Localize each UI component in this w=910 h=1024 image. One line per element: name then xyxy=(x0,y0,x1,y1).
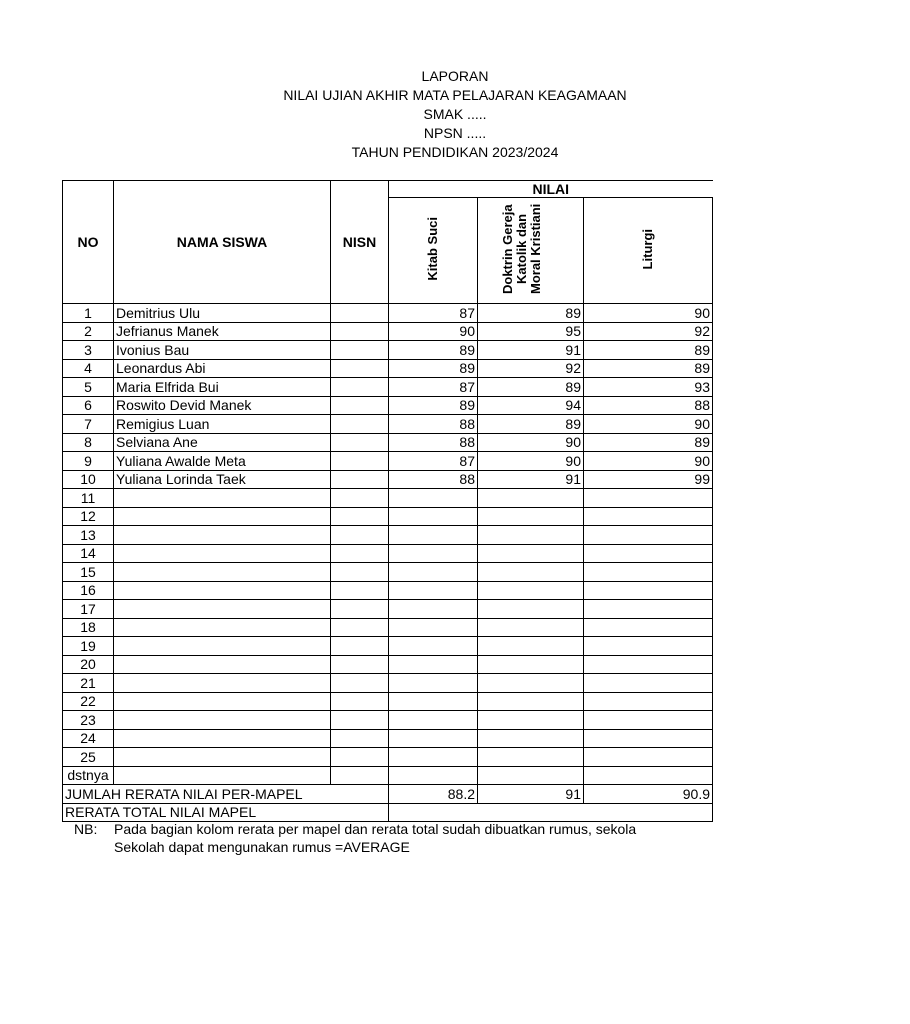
score-cell xyxy=(478,766,584,785)
student-name xyxy=(114,655,331,674)
score-cell xyxy=(478,655,584,674)
student-nisn xyxy=(331,766,389,785)
score-cell: 88 xyxy=(389,415,478,434)
table-row xyxy=(63,544,713,563)
student-nisn xyxy=(331,470,389,489)
student-nisn xyxy=(331,304,389,323)
student-name: Yuliana Lorinda Taek xyxy=(114,470,331,489)
score-cell: 92 xyxy=(584,322,713,341)
student-name xyxy=(114,618,331,637)
score-cell xyxy=(478,581,584,600)
average-value: 88.2 xyxy=(389,785,478,804)
score-cell: 90 xyxy=(478,452,584,471)
row-number: 16 xyxy=(63,581,114,600)
score-cell xyxy=(389,637,478,656)
subject-header-3 xyxy=(584,198,713,304)
score-cell xyxy=(478,674,584,693)
col-header-no xyxy=(63,181,114,304)
score-cell xyxy=(478,507,584,526)
col-header-nilai xyxy=(389,181,713,198)
student-name xyxy=(114,674,331,693)
score-cell xyxy=(584,766,713,785)
score-cell xyxy=(584,748,713,767)
row-number: 11 xyxy=(63,489,114,508)
report-heading: LAPORAN xyxy=(421,68,489,84)
student-nisn xyxy=(331,655,389,674)
table-row xyxy=(63,563,713,582)
subject-name: Liturgi xyxy=(640,228,655,270)
score-cell xyxy=(478,600,584,619)
student-name: Yuliana Awalde Meta xyxy=(114,452,331,471)
row-number: 7 xyxy=(63,415,114,434)
score-cell: 90 xyxy=(584,304,713,323)
score-cell: 99 xyxy=(584,470,713,489)
student-nisn xyxy=(331,507,389,526)
student-name: Remigius Luan xyxy=(114,415,331,434)
student-nisn xyxy=(331,600,389,619)
score-cell: 89 xyxy=(389,359,478,378)
row-number: 3 xyxy=(63,341,114,360)
score-cell: 87 xyxy=(389,452,478,471)
row-number: 22 xyxy=(63,692,114,711)
score-cell: 89 xyxy=(584,341,713,360)
score-cell: 89 xyxy=(389,396,478,415)
col-header-name-text: NAMA SISWA xyxy=(176,234,268,250)
score-cell xyxy=(389,729,478,748)
row-number: 24 xyxy=(63,729,114,748)
score-cell: 89 xyxy=(389,341,478,360)
row-number: 12 xyxy=(63,507,114,526)
grades-table-body xyxy=(63,181,713,822)
row-number: 6 xyxy=(63,396,114,415)
score-cell xyxy=(584,507,713,526)
student-name: Selviana Ane xyxy=(114,433,331,452)
student-nisn xyxy=(331,637,389,656)
student-nisn xyxy=(331,563,389,582)
subject-name: Kitab Suci xyxy=(425,217,440,281)
row-number: 8 xyxy=(63,433,114,452)
table-row xyxy=(63,452,713,471)
table-row xyxy=(63,359,713,378)
row-number: 18 xyxy=(63,618,114,637)
col-header-name xyxy=(114,181,331,304)
score-cell xyxy=(389,711,478,730)
student-nisn xyxy=(331,378,389,397)
table-row xyxy=(63,729,713,748)
score-cell xyxy=(389,489,478,508)
score-cell xyxy=(478,729,584,748)
table-row xyxy=(63,600,713,619)
student-nisn xyxy=(331,396,389,415)
score-cell: 90 xyxy=(584,415,713,434)
score-cell xyxy=(478,563,584,582)
score-cell xyxy=(389,563,478,582)
row-number: 1 xyxy=(63,304,114,323)
score-cell xyxy=(389,618,478,637)
student-name xyxy=(114,748,331,767)
student-name: Demitrius Ulu xyxy=(114,304,331,323)
table-row xyxy=(63,322,713,341)
score-cell: 95 xyxy=(478,322,584,341)
score-cell xyxy=(584,489,713,508)
table-row xyxy=(63,470,713,489)
student-nisn xyxy=(331,729,389,748)
student-name xyxy=(114,544,331,563)
student-nisn xyxy=(331,322,389,341)
score-cell xyxy=(584,563,713,582)
student-name xyxy=(114,526,331,545)
table-row xyxy=(63,618,713,637)
score-cell xyxy=(478,637,584,656)
student-name: Leonardus Abi xyxy=(114,359,331,378)
score-cell: 90 xyxy=(389,322,478,341)
average-value: 90.9 xyxy=(584,785,713,804)
row-number: 9 xyxy=(63,452,114,471)
score-cell xyxy=(584,526,713,545)
table-row xyxy=(63,637,713,656)
score-cell xyxy=(478,544,584,563)
student-name: Maria Elfrida Bui xyxy=(114,378,331,397)
score-cell xyxy=(478,711,584,730)
note-label: NB: xyxy=(74,821,98,837)
student-name: Jefrianus Manek xyxy=(114,322,331,341)
grades-table xyxy=(62,180,713,822)
score-cell xyxy=(584,600,713,619)
table-row xyxy=(63,655,713,674)
table-row xyxy=(63,711,713,730)
student-nisn xyxy=(331,433,389,452)
note-line-1: Pada bagian kolom rerata per mapel dan rerata total sudah dibuatkan rumus, sekola xyxy=(114,821,637,837)
table-row xyxy=(63,748,713,767)
row-number: 5 xyxy=(63,378,114,397)
score-cell xyxy=(478,692,584,711)
score-cell xyxy=(584,711,713,730)
student-nisn xyxy=(331,674,389,693)
row-number: 21 xyxy=(63,674,114,693)
row-number: 4 xyxy=(63,359,114,378)
table-row xyxy=(63,692,713,711)
score-cell: 90 xyxy=(478,433,584,452)
score-cell xyxy=(584,655,713,674)
score-cell xyxy=(389,674,478,693)
score-cell: 89 xyxy=(584,433,713,452)
score-cell xyxy=(584,729,713,748)
score-cell: 93 xyxy=(584,378,713,397)
score-cell: 91 xyxy=(478,341,584,360)
note-line-2: Sekolah dapat mengunakan rumus =AVERAGE xyxy=(114,839,410,855)
average-value: 91 xyxy=(478,785,584,804)
report-subtitle: NILAI UJIAN AKHIR MATA PELAJARAN KEAGAMAAN xyxy=(283,87,627,103)
student-name xyxy=(114,711,331,730)
score-cell: 88 xyxy=(389,470,478,489)
score-cell xyxy=(584,674,713,693)
col-header-no-text: NO xyxy=(77,234,99,250)
score-cell: 90 xyxy=(584,452,713,471)
table-row xyxy=(63,396,713,415)
row-number: 14 xyxy=(63,544,114,563)
score-cell xyxy=(389,507,478,526)
row-number: dstnya xyxy=(63,766,114,785)
score-cell xyxy=(584,618,713,637)
score-cell: 89 xyxy=(584,359,713,378)
table-row xyxy=(63,341,713,360)
student-name xyxy=(114,766,331,785)
row-number: 17 xyxy=(63,600,114,619)
table-row xyxy=(63,507,713,526)
total-row xyxy=(63,803,713,822)
score-cell: 92 xyxy=(478,359,584,378)
score-cell xyxy=(478,489,584,508)
student-nisn xyxy=(331,581,389,600)
score-cell: 89 xyxy=(478,415,584,434)
score-cell xyxy=(389,526,478,545)
total-label: RERATA TOTAL NILAI MAPEL xyxy=(63,803,389,822)
student-nisn xyxy=(331,526,389,545)
table-row xyxy=(63,489,713,508)
header-row xyxy=(63,181,713,198)
score-cell: 87 xyxy=(389,304,478,323)
table-row xyxy=(63,433,713,452)
report-npsn: NPSN ..... xyxy=(423,125,487,141)
student-name xyxy=(114,637,331,656)
subject-name: Doktrin Gereja Katolik dan Moral Kristiani xyxy=(499,203,543,295)
student-nisn xyxy=(331,341,389,360)
score-cell xyxy=(389,544,478,563)
student-nisn xyxy=(331,544,389,563)
score-cell: 89 xyxy=(478,378,584,397)
score-cell xyxy=(389,766,478,785)
row-number: 19 xyxy=(63,637,114,656)
score-cell xyxy=(478,526,584,545)
table-row xyxy=(63,674,713,693)
score-cell xyxy=(389,655,478,674)
student-name: Roswito Devid Manek xyxy=(114,396,331,415)
row-number: 13 xyxy=(63,526,114,545)
score-cell xyxy=(389,600,478,619)
table-row xyxy=(63,378,713,397)
student-name xyxy=(114,692,331,711)
average-row xyxy=(63,785,713,804)
table-row xyxy=(63,581,713,600)
student-nisn xyxy=(331,748,389,767)
grades-table-area xyxy=(62,180,768,821)
total-value xyxy=(389,803,713,822)
student-nisn xyxy=(331,452,389,471)
score-cell xyxy=(584,692,713,711)
score-cell: 88 xyxy=(584,396,713,415)
student-nisn xyxy=(331,489,389,508)
student-name xyxy=(114,563,331,582)
subject-header-2 xyxy=(478,198,584,304)
student-nisn xyxy=(331,692,389,711)
score-cell: 91 xyxy=(478,470,584,489)
row-number: 20 xyxy=(63,655,114,674)
row-number: 10 xyxy=(63,470,114,489)
score-cell: 87 xyxy=(389,378,478,397)
row-number: 2 xyxy=(63,322,114,341)
col-header-nisn xyxy=(331,181,389,304)
student-name xyxy=(114,581,331,600)
table-row xyxy=(63,526,713,545)
score-cell: 88 xyxy=(389,433,478,452)
report-school: SMAK ..... xyxy=(423,106,487,122)
table-row xyxy=(63,415,713,434)
row-number: 25 xyxy=(63,748,114,767)
row-number: 15 xyxy=(63,563,114,582)
score-cell: 94 xyxy=(478,396,584,415)
score-cell xyxy=(584,637,713,656)
score-cell xyxy=(389,748,478,767)
table-row xyxy=(63,304,713,323)
score-cell xyxy=(584,581,713,600)
subject-header-1 xyxy=(389,198,478,304)
report-year: TAHUN PENDIDIKAN 2023/2024 xyxy=(351,144,559,160)
score-cell xyxy=(389,581,478,600)
score-cell xyxy=(584,544,713,563)
score-cell: 89 xyxy=(478,304,584,323)
table-row xyxy=(63,766,713,785)
student-name xyxy=(114,507,331,526)
student-nisn xyxy=(331,618,389,637)
student-nisn xyxy=(331,711,389,730)
row-number: 23 xyxy=(63,711,114,730)
score-cell xyxy=(478,748,584,767)
col-header-nilai-text: NILAI xyxy=(532,181,570,197)
student-name xyxy=(114,600,331,619)
score-cell xyxy=(389,692,478,711)
student-name xyxy=(114,489,331,508)
student-name: Ivonius Bau xyxy=(114,341,331,360)
student-name xyxy=(114,729,331,748)
average-label: JUMLAH RERATA NILAI PER-MAPEL xyxy=(63,785,389,804)
student-nisn xyxy=(331,415,389,434)
col-header-nisn-text: NISN xyxy=(342,234,377,250)
student-nisn xyxy=(331,359,389,378)
score-cell xyxy=(478,618,584,637)
